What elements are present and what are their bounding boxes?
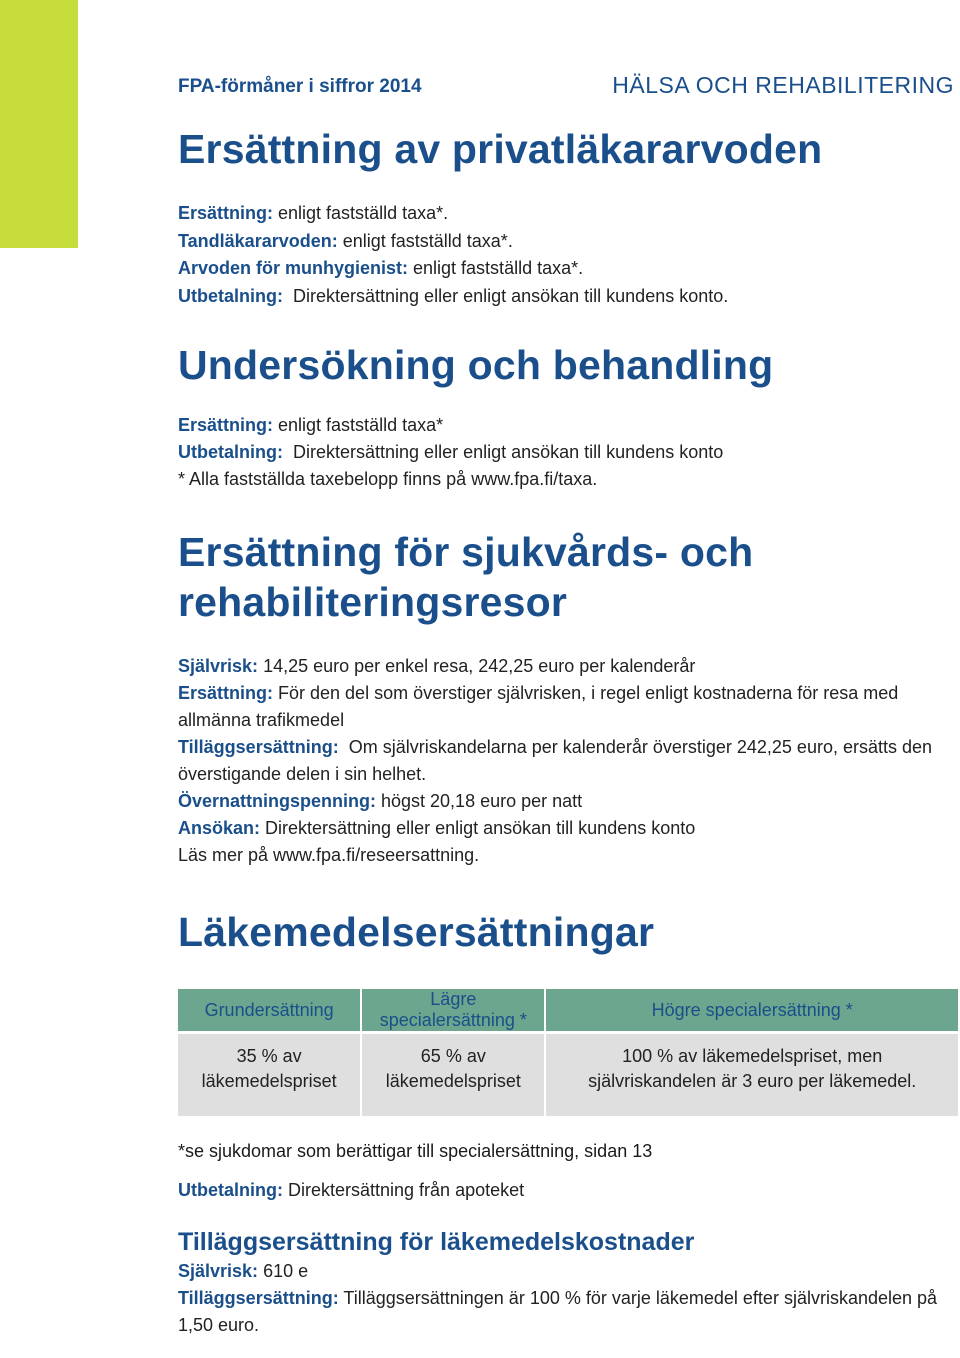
- row-dentist-fees: Tandläkararvoden: enligt fastställd taxa*.: [178, 230, 513, 251]
- document-title: FPA-förmåner i siffror 2014: [178, 76, 422, 97]
- row-application: Ansökan: Direktersättning eller enligt ansökan till kundens konto: [178, 818, 696, 838]
- table-cell-lower-special: 65 % av läkemedelspriset: [361, 1033, 545, 1117]
- row-payment: Utbetalning: Direktersättning från apoteket: [178, 1180, 525, 1200]
- table-header-basic: Grundersättning: [178, 989, 361, 1033]
- heading-travel-line2: rehabiliteringsresor: [178, 579, 568, 625]
- section-medicine: [178, 907, 958, 1204]
- table-row: [178, 1033, 958, 1117]
- section-extra-medicine: [178, 1226, 958, 1339]
- section-label: HÄLSA OCH REHABILITERING: [612, 72, 954, 98]
- row-hygienist-fees: Arvoden för munhygienist: enligt fastställd taxa*.: [178, 258, 584, 278]
- row-compensation: Ersättning: enligt fastställd taxa*: [178, 415, 444, 435]
- heading-medicine: Läkemedelsersättningar: [178, 909, 655, 955]
- row-overnight: Övernattningspenning: högst 20,18 euro per natt: [178, 791, 583, 811]
- medicine-compensation-table: [178, 989, 958, 1116]
- heading-travel-line1: Ersättning för sjukvårds- och: [178, 529, 754, 575]
- table-header-lower-special: Lägre specialersättning *: [361, 989, 545, 1033]
- table-header-row: [178, 989, 958, 1033]
- heading-private-doctor: Ersättning av privatläkararvoden: [178, 126, 823, 172]
- row-deductible: Självrisk: 14,25 euro per enkel resa, 242,25 euro per kalenderår: [178, 656, 696, 676]
- special-footnote: *se sjukdomar som berättigar till specialersättning, sidan 13: [178, 1141, 653, 1161]
- row-payment: Utbetalning: Direktersättning eller enligt ansökan till kundens konto.: [178, 285, 729, 306]
- page-content: [178, 124, 958, 1339]
- row-supplementary: Tilläggsersättning: Om självriskandelarna per kalenderår överstiger 242,25 euro, ersätts den överstigande delen i sin helhet.: [178, 737, 938, 784]
- section-examination: [178, 340, 958, 493]
- row-payment: Utbetalning: Direktersättning eller enligt ansökan till kundens konto: [178, 442, 724, 462]
- table-header-higher-special: Högre specialersättning *: [545, 989, 958, 1033]
- heading-examination: Undersökning och behandling: [178, 342, 774, 388]
- read-more-link[interactable]: Läs mer på www.fpa.fi/reseersattning.: [178, 845, 480, 865]
- section-private-doctor: [178, 124, 958, 310]
- page-header: [178, 70, 954, 104]
- accent-bar: [0, 0, 78, 248]
- section-travel: [178, 527, 958, 869]
- table-cell-basic: 35 % av läkemedelspriset: [178, 1033, 361, 1117]
- taxa-note: * Alla fastställda taxebelopp finns på www.fpa.fi/taxa.: [178, 469, 598, 489]
- row-supplementary: Tilläggsersättning: Tilläggsersättningen är 100 % för varje läkemedel efter självriskandelen på 1,50 euro.: [178, 1288, 938, 1335]
- row-compensation: Ersättning: För den del som överstiger självrisken, i regel enligt kostnaderna för resa med allmänna trafikmedel: [178, 683, 899, 730]
- heading-extra-medicine: Tilläggsersättning för läkemedelskostnader: [178, 1228, 695, 1256]
- row-deductible: Självrisk: 610 e: [178, 1261, 309, 1281]
- row-compensation: Ersättning: enligt fastställd taxa*.: [178, 203, 449, 223]
- table-cell-higher-special: 100 % av läkemedelspriset, men självriskandelen är 3 euro per läkemedel.: [545, 1033, 958, 1117]
